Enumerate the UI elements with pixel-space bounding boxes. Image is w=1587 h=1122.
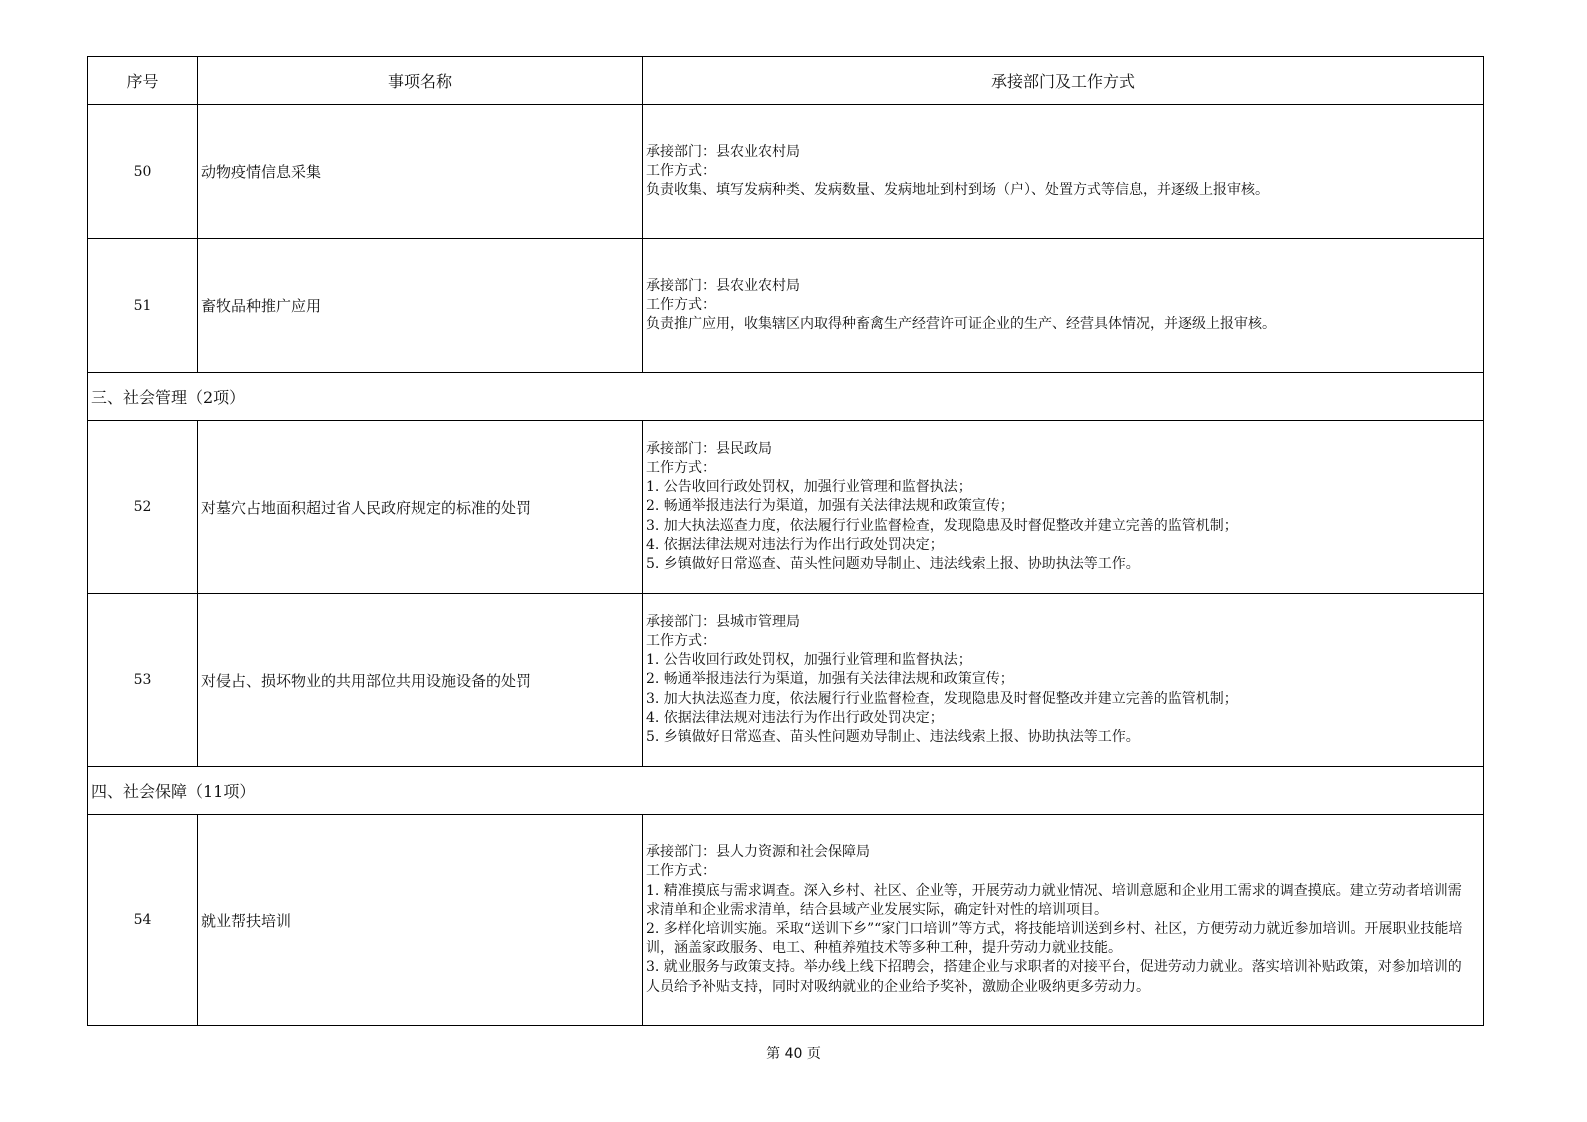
header-detail: 承接部门及工作方式 [643,57,1484,105]
section-title: 四、社会保障（11项） [88,767,1484,815]
detail-line: 负责收集、填写发病种类、发病数量、发病地址到村到场（户）、处置方式等信息，并逐级上报审核。 [646,182,1269,199]
detail-line: 1. 精准摸底与需求调查。深入乡村、社区、企业等，开展劳动力就业情况、培训意愿和企业用工需求的调查摸底。建立劳动者培训需求清单和企业需求清单，结合县域产业发展实际，确定针对性的培训项目。 [646,882,1462,918]
detail-line: 3. 加大执法巡查力度，依法履行行业监督检查，发现隐患及时督促整改并建立完善的监管机制； [646,690,1238,707]
section-title: 三、社会管理（2项） [88,373,1484,421]
row-index: 54 [88,815,198,1026]
items-table [87,56,1484,1026]
row-name: 就业帮扶培训 [198,815,643,1026]
detail-line: 承接部门：县民政局 [646,440,772,457]
table-row [88,421,1484,594]
row-index: 52 [88,421,198,594]
table-row [88,815,1484,1026]
detail-line: 工作方式： [646,162,716,179]
page-number: 第 40 页 [766,1046,821,1062]
table-row [88,105,1484,239]
table-header-row [88,57,1484,105]
detail-line: 2. 畅通举报违法行为渠道，加强有关法律法规和政策宣传； [646,498,1014,515]
row-index: 50 [88,105,198,239]
detail-line: 负责推广应用，收集辖区内取得种畜禽生产经营许可证企业的生产、经营具体情况，并逐级上报审核。 [646,316,1276,333]
detail-line: 2. 多样化培训实施。采取“送训下乡”“家门口培训”等方式，将技能培训送到乡村、社区，方便劳动力就近参加培训。开展职业技能培训，涵盖家政服务、电工、种植养殖技术等多种工种，提升劳动力就业技能。 [646,921,1463,957]
section-row [88,767,1484,815]
table-row [88,239,1484,373]
row-name: 动物疫情信息采集 [198,105,643,239]
detail-line: 2. 畅通举报违法行为渠道，加强有关法律法规和政策宣传； [646,671,1014,688]
row-detail [643,105,1484,239]
detail-line: 工作方式： [646,459,716,476]
detail-line: 承接部门：县人力资源和社会保障局 [646,844,870,861]
detail-line: 4. 依据法律法规对违法行为作出行政处罚决定； [646,536,944,553]
detail-line: 承接部门：县城市管理局 [646,613,800,630]
row-detail [643,594,1484,767]
detail-line: 工作方式： [646,632,716,649]
row-detail [643,421,1484,594]
detail-line: 1. 公告收回行政处罚权，加强行业管理和监督执法； [646,652,972,669]
row-name: 对墓穴占地面积超过省人民政府规定的标准的处罚 [198,421,643,594]
row-index: 51 [88,239,198,373]
row-detail [643,239,1484,373]
table-row [88,594,1484,767]
section-row [88,373,1484,421]
detail-line: 工作方式： [646,296,716,313]
detail-line: 1. 公告收回行政处罚权，加强行业管理和监督执法； [646,479,972,496]
row-name: 畜牧品种推广应用 [198,239,643,373]
detail-line: 承接部门：县农业农村局 [646,143,800,160]
detail-line: 5. 乡镇做好日常巡查、苗头性问题劝导制止、违法线索上报、协助执法等工作。 [646,729,1140,745]
detail-line: 承接部门：县农业农村局 [646,277,800,294]
row-index: 53 [88,594,198,767]
detail-line: 3. 加大执法巡查力度，依法履行行业监督检查，发现隐患及时督促整改并建立完善的监管机制； [646,517,1238,534]
detail-line: 工作方式： [646,863,716,880]
detail-line: 4. 依据法律法规对违法行为作出行政处罚决定； [646,709,944,726]
detail-line: 3. 就业服务与政策支持。举办线上线下招聘会，搭建企业与求职者的对接平台，促进劳动力就业。落实培训补贴政策，对参加培训的人员给予补贴支持，同时对吸纳就业的企业给予奖补，激励企业吸纳更多劳动力。 [646,959,1462,995]
row-detail [643,815,1484,1026]
row-name: 对侵占、损坏物业的共用部位共用设施设备的处罚 [198,594,643,767]
header-index: 序号 [88,57,198,105]
detail-line: 5. 乡镇做好日常巡查、苗头性问题劝导制止、违法线索上报、协助执法等工作。 [646,556,1140,572]
header-name: 事项名称 [198,57,643,105]
